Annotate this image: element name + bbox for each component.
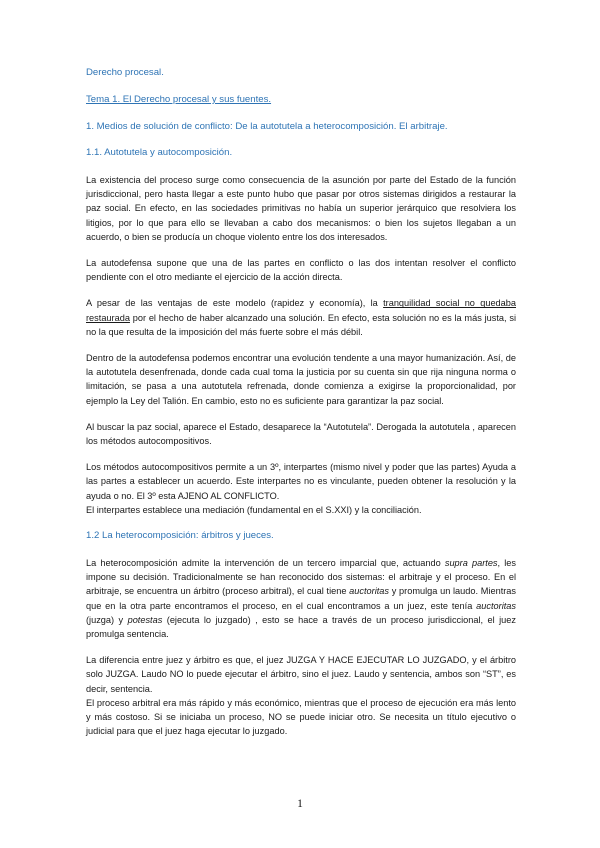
paragraph-7-text-e: (ejecuta lo juzgado) , esto se hace a través de un proceso jurisdiccional, el juez promulga sentencia. bbox=[86, 614, 516, 640]
italic-auctoritas-1: auctoritas bbox=[349, 586, 390, 597]
paragraph-6-line-1: Los métodos autocompositivos permite a un 3º, interpartes (mismo nivel y poder que las partes) Ayuda a las partes a establecer un acuerdo. Este interpartes no es vinculante, pueden obtener la resolución y la ayuda o no. El 3º esta AJENO AL CONFLICTO. bbox=[86, 462, 516, 501]
document-title: Derecho procesal. bbox=[86, 67, 164, 78]
section-heading-1: 1. Medios de solución de conflicto: De la autotutela a heterocomposición. El arbitraje. bbox=[86, 121, 448, 132]
page-content bbox=[86, 66, 516, 751]
chapter-heading[interactable]: Tema 1. El Derecho procesal y sus fuentes. bbox=[86, 94, 272, 105]
italic-potestas: potestas bbox=[127, 614, 163, 625]
page-number: 1 bbox=[297, 798, 303, 810]
paragraph-3-text-b: por el hecho de haber alcanzado una solución. En efecto, esta solución no es la más justa, si no la que resulta de la imposición del más fuerte sobre el más débil. bbox=[86, 312, 516, 337]
paragraph-8-line-2: El proceso arbitral era más rápido y más económico, mientras que el proceso de ejecución era más lento y más costoso. Si se iniciaba un proceso, NO se puede iniciar otro. Se necesita un título ejecutivo o judicial para que el juez haga ejecutar lo juzgado. bbox=[86, 697, 516, 737]
paragraph-5: Al buscar la paz social, aparece el Estado, desaparece la “Autotutela”. Derogada la autotutela , aparecen los métodos autocompositivos. bbox=[86, 421, 516, 447]
underlined-phrase: tranquilidad social no quedaba restaurada bbox=[86, 298, 516, 323]
italic-supra-partes: supra partes bbox=[444, 558, 498, 569]
paragraph-8-line-1: La diferencia entre juez y árbitro es que, el juez JUZGA Y HACE EJECUTAR LO JUZGADO, y el árbitro solo JUZGA. Laudo NO lo puede ejecutar el árbitro, sino el juez. Laudo y sentencia, ambos son “ST”, es decir, sentencia. bbox=[86, 655, 516, 694]
paragraph-1: La existencia del proceso surge como consecuencia de la asunción por parte del Estado de la función jurisdiccional, pero hasta llegar a este punto hubo que pasar por otros sistemas dirigidos a restaurar la paz social. En efecto, en las sociedades primitivas no había un superior jerárquico que resolviera los litigios, por lo que para ello se llevaban a cabo dos mecanismos: o bien los sujetos llegaban a un acuerdo, o bien se producía un choque violento entre los dos interesados. bbox=[86, 175, 516, 242]
section-heading-1-2: 1.2 La heterocomposición: árbitros y jueces. bbox=[86, 530, 274, 542]
paragraph-4: Dentro de la autodefensa podemos encontrar una evolución tendente a una mayor humanización. Así, de la autotutela desenfrenada, donde cada cual toma la justicia por su cuenta sin que rija ninguna norma o limitación, se pasa a una autotutela refrenada, donde comienza a exigirse la proporcionalidad, por ejemplo la Ley del Talión. En cambio, esto no es suficiente para garantizar la paz social. bbox=[86, 353, 516, 406]
paragraph-3-text-a: A pesar de las ventajas de este modelo (rapidez y economía), la bbox=[86, 298, 384, 309]
paragraph-7-text-d: (juzga) y bbox=[86, 614, 128, 625]
paragraph-2: La autodefensa supone que una de las partes en conflicto o las dos intentan resolver el conflicto pendiente con el otro mediante el ejercicio de la acción directa. bbox=[86, 258, 516, 283]
paragraph-6-line-2: El interpartes establece una mediación (fundamental en el S.XXI) y la conciliación. bbox=[86, 504, 422, 515]
paragraph-7 bbox=[86, 556, 516, 641]
paragraph-3 bbox=[86, 296, 516, 339]
section-heading-1-1: 1.1. Autotutela y autocomposición. bbox=[86, 147, 233, 158]
paragraph-7-text-a: La heterocomposición admite la intervención de un tercero imparcial que, actuando bbox=[86, 558, 445, 569]
italic-auctoritas-2: auctoritas bbox=[476, 600, 516, 611]
paragraph-7-text-c: y promulga un laudo. Mientras que en la otra parte encontramos el proceso, en el cual encontramos a un juez, este tenía bbox=[86, 586, 517, 611]
paragraph-7-text-b: , les impone su decisión. Tradicionalmente se han reconocido dos sistemas: el arbitraje y el proceso. En el arbitraje, se encuentra un árbitro (proceso arbitral), el cual tiene bbox=[86, 558, 516, 597]
